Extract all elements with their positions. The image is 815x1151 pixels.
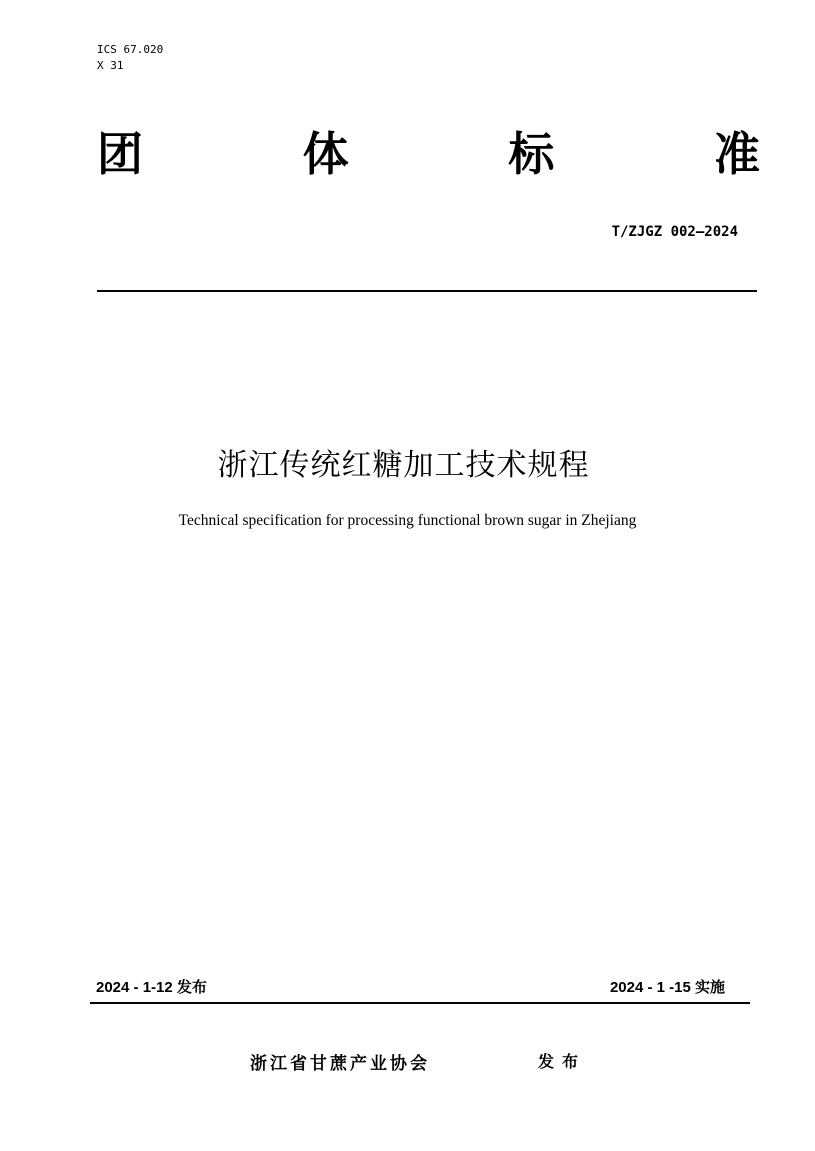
implementation-date: 2024 - 1 -15 实施 bbox=[609, 979, 725, 996]
bottom-divider bbox=[90, 1002, 750, 1004]
standard-type-char-4: 准 bbox=[713, 127, 760, 181]
standard-type-heading bbox=[97, 124, 760, 184]
publisher-name: 浙江省甘蔗产业协会 bbox=[250, 1054, 430, 1074]
ccs-code: X 31 bbox=[97, 59, 124, 72]
title-chinese-text: 浙江传统红糖加工技术规程 bbox=[217, 448, 590, 483]
ics-code: ICS 67.020 bbox=[97, 43, 164, 56]
top-divider bbox=[97, 290, 757, 292]
issue-date: 2024 - 1-12 发布 bbox=[96, 979, 207, 996]
standard-type-char-3: 标 bbox=[508, 127, 555, 181]
ics-classification bbox=[97, 42, 163, 74]
publish-label: 发布 bbox=[538, 1052, 587, 1071]
title-english-text: Technical specification for processing functional brown sugar in Zhejiang bbox=[178, 512, 637, 529]
standard-type-char-1: 团 bbox=[97, 127, 143, 181]
title-chinese bbox=[0, 440, 815, 484]
standard-number: T/ZJGZ 002—2024 bbox=[611, 224, 738, 240]
title-english bbox=[0, 512, 815, 530]
standard-type-char-2: 体 bbox=[302, 127, 349, 181]
